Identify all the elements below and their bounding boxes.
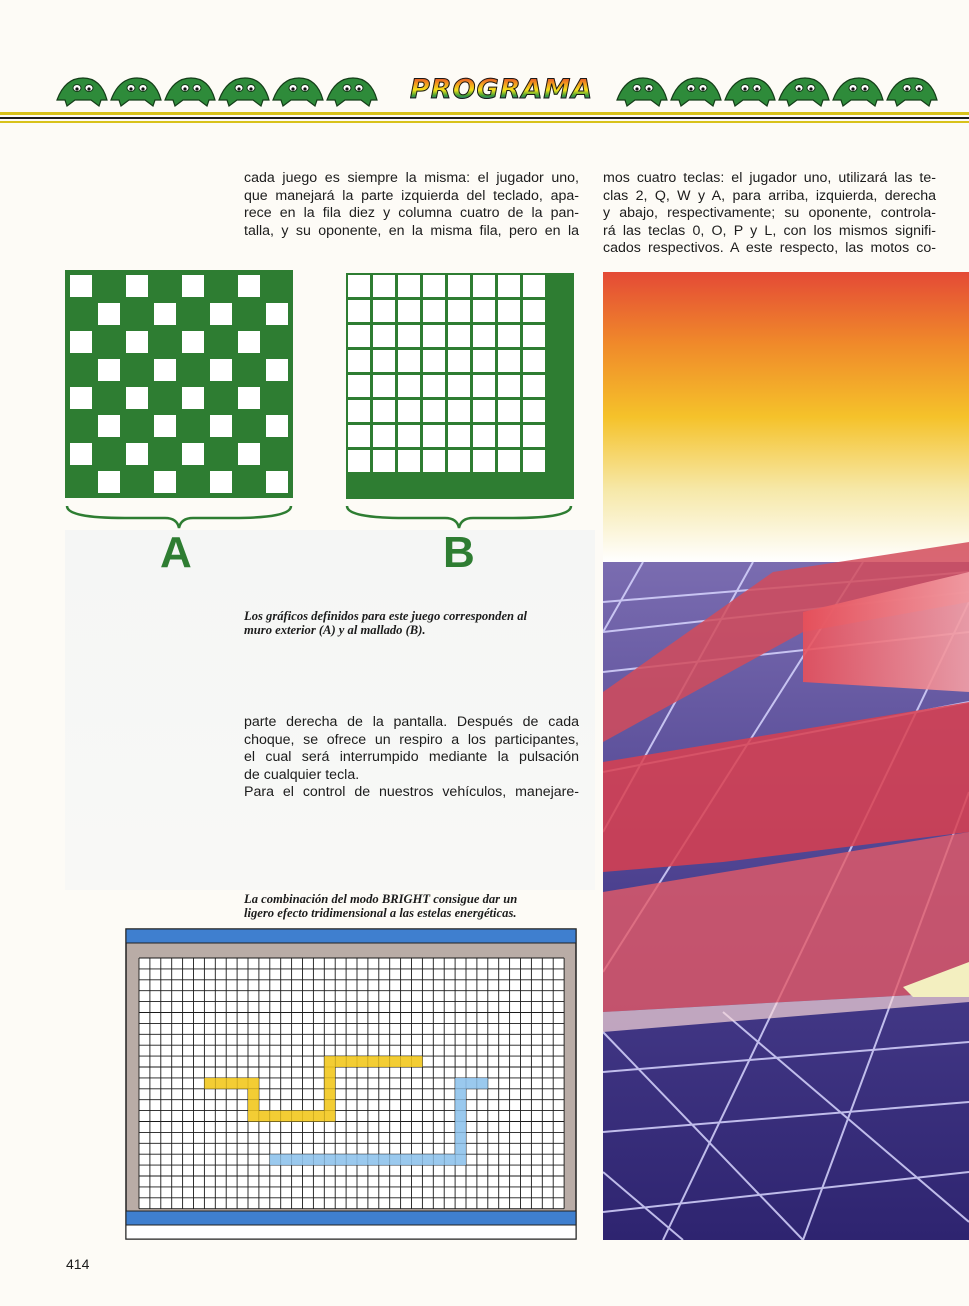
frog-icon xyxy=(671,78,721,106)
checker-cell xyxy=(98,415,120,437)
checker-cell xyxy=(266,415,288,437)
mesh-cell xyxy=(473,450,495,472)
checker-cell xyxy=(182,387,204,409)
checker-cell xyxy=(182,331,204,353)
mesh-cell xyxy=(423,350,445,372)
checker-cell xyxy=(154,303,176,325)
mesh-cell xyxy=(473,275,495,297)
checker-cell xyxy=(70,443,92,465)
mesh-cell xyxy=(423,275,445,297)
figure-b-label: B xyxy=(443,528,475,577)
figure-screen-grid xyxy=(125,928,577,1240)
mesh-cell xyxy=(448,375,470,397)
caption-line: ligero efecto tridimensional a las estelas energéticas. xyxy=(244,906,517,920)
caption-line: muro exterior (A) y al mallado (B). xyxy=(244,623,426,637)
header-rule-middle xyxy=(0,117,969,119)
caption-line: Los gráficos definidos para este juego corresponden al xyxy=(244,609,528,623)
checker-cell xyxy=(238,331,260,353)
header-rule-top xyxy=(0,112,969,115)
mesh-cell xyxy=(498,450,520,472)
text-line: rá las teclas 0, O, P y L, con los mismos signifi- xyxy=(603,222,936,239)
frog-icon xyxy=(57,78,107,106)
text-line: Para el control de nuestros vehículos, manejare- xyxy=(244,784,579,800)
mesh-cell xyxy=(423,425,445,447)
mesh-cell xyxy=(423,325,445,347)
mesh-cell xyxy=(373,400,395,422)
mesh-cell xyxy=(523,425,545,447)
checker-cell xyxy=(238,443,260,465)
mesh-cell xyxy=(498,375,520,397)
mesh-cell xyxy=(423,375,445,397)
text-column-left-middle xyxy=(244,714,579,802)
frog-icon xyxy=(617,78,667,106)
mesh-cell xyxy=(473,400,495,422)
checker-cell xyxy=(210,359,232,381)
checker-cell xyxy=(70,387,92,409)
mesh-cell xyxy=(448,400,470,422)
figure-a-brace xyxy=(67,506,291,528)
checker-cell xyxy=(182,443,204,465)
caption-line: La combinación del modo BRIGHT consigue dar un xyxy=(244,892,518,906)
mesh-cell xyxy=(498,275,520,297)
text-line: cada juego es siempre la misma: el jugador uno, xyxy=(244,170,579,186)
text-line: choque, se ofrece un respiro a los participantes, xyxy=(244,731,579,748)
text-line: clas 2, Q, W y A, para arriba, izquierda, derecha xyxy=(603,187,936,204)
mesh-cell xyxy=(498,325,520,347)
grid-area xyxy=(139,958,564,1209)
page-number: 414 xyxy=(66,1256,90,1272)
text-line: talla, y su oponente, en la misma fila, pero en la xyxy=(244,222,579,239)
mesh-cell xyxy=(523,275,545,297)
frog-icon xyxy=(833,78,883,106)
mesh-cell xyxy=(498,350,520,372)
text-line: rece en la fila diez y columna cuatro de la pan- xyxy=(244,205,579,221)
frog-icon xyxy=(725,78,775,106)
mesh-cell xyxy=(498,300,520,322)
mesh-cell xyxy=(373,425,395,447)
figure-grid-caption xyxy=(244,892,584,920)
text-line: parte derecha de la pantalla. Después de cada xyxy=(244,714,579,730)
mesh-cell xyxy=(523,375,545,397)
mesh-cell xyxy=(448,300,470,322)
mesh-cell xyxy=(348,450,370,472)
frog-icon xyxy=(887,78,937,106)
mesh-cell xyxy=(523,450,545,472)
mesh-cell xyxy=(398,425,420,447)
grid-bottom-bar xyxy=(126,1211,576,1225)
checker-cell xyxy=(266,303,288,325)
mesh-cell xyxy=(523,300,545,322)
checker-cell xyxy=(98,359,120,381)
checker-cell xyxy=(238,275,260,297)
text-line: cados respectivos. A este respecto, las motos co- xyxy=(603,240,936,256)
background-showthrough xyxy=(65,530,595,890)
mesh-cell xyxy=(473,425,495,447)
mesh-cell xyxy=(398,325,420,347)
frog-icon xyxy=(165,78,215,106)
mesh-cell xyxy=(448,450,470,472)
mesh-cell xyxy=(448,350,470,372)
checker-cell xyxy=(266,471,288,493)
mesh-cell xyxy=(373,300,395,322)
checker-cell xyxy=(126,443,148,465)
text-line: y abajo, respectivamente; su oponente, controla- xyxy=(603,205,936,221)
figure-a-label: A xyxy=(160,528,192,577)
mesh-cell xyxy=(398,450,420,472)
mesh-cell xyxy=(348,275,370,297)
text-line: que manejará la parte izquierda del teclado, apa- xyxy=(244,187,579,204)
mesh-cell xyxy=(348,350,370,372)
frog-row-right xyxy=(615,72,945,112)
mesh-cell xyxy=(448,275,470,297)
grid-top-bar xyxy=(126,929,576,943)
frog-icon xyxy=(219,78,269,106)
checker-cell xyxy=(70,275,92,297)
frog-icon xyxy=(779,78,829,106)
section-title: PROGRAMA xyxy=(410,74,594,105)
checker-cell xyxy=(126,387,148,409)
frog-icon xyxy=(327,78,377,106)
mesh-cell xyxy=(498,400,520,422)
mesh-cell xyxy=(398,275,420,297)
mesh-cell xyxy=(348,400,370,422)
mesh-cell xyxy=(448,325,470,347)
mesh-cell xyxy=(448,425,470,447)
mesh-cell xyxy=(373,450,395,472)
checker-cell xyxy=(154,359,176,381)
text-line: mos cuatro teclas: el jugador uno, utilizará las te- xyxy=(603,170,936,186)
mesh-cell xyxy=(398,400,420,422)
checker-cell xyxy=(98,471,120,493)
mesh-cell xyxy=(423,300,445,322)
text-line: de cualquier tecla. xyxy=(244,766,360,783)
frog-row-left xyxy=(55,72,385,112)
text-column-right-top xyxy=(603,170,936,258)
text-column-left-top xyxy=(244,170,579,240)
mesh-cell xyxy=(398,350,420,372)
mesh-cell xyxy=(348,425,370,447)
mesh-cell xyxy=(423,450,445,472)
mesh-cell xyxy=(398,375,420,397)
checker-cell xyxy=(266,359,288,381)
checker-cell xyxy=(126,275,148,297)
mesh-cell xyxy=(473,375,495,397)
mesh-cell xyxy=(523,350,545,372)
mesh-cell xyxy=(373,350,395,372)
figure-b-brace xyxy=(347,506,571,528)
mesh-cell xyxy=(473,350,495,372)
mesh-cell xyxy=(473,300,495,322)
checker-cell xyxy=(238,387,260,409)
mesh-cell xyxy=(473,325,495,347)
checker-cell xyxy=(98,303,120,325)
figure-ab-caption xyxy=(244,609,584,637)
mesh-cell xyxy=(373,375,395,397)
tron-illustration xyxy=(603,272,969,1240)
mesh-cell xyxy=(373,275,395,297)
checker-cell xyxy=(210,415,232,437)
mesh-cell xyxy=(398,300,420,322)
mesh-cell xyxy=(348,375,370,397)
mesh-cell xyxy=(373,325,395,347)
checker-cell xyxy=(154,471,176,493)
text-line: el cual será interrumpido mediante la pulsación xyxy=(244,749,579,765)
checker-cell xyxy=(210,303,232,325)
mesh-cell xyxy=(523,325,545,347)
mesh-cell xyxy=(523,400,545,422)
checker-cell xyxy=(154,415,176,437)
header-rule-bottom xyxy=(0,121,969,123)
mesh-cell xyxy=(348,300,370,322)
frog-icon xyxy=(111,78,161,106)
figure-a-checkerboard xyxy=(65,270,295,530)
checker-cell xyxy=(70,331,92,353)
mesh-cell xyxy=(423,400,445,422)
figure-b-mesh xyxy=(343,270,575,530)
checker-cell xyxy=(182,275,204,297)
checker-cell xyxy=(210,471,232,493)
frog-icon xyxy=(273,78,323,106)
mesh-cell xyxy=(498,425,520,447)
mesh-cell xyxy=(348,325,370,347)
checker-cell xyxy=(126,331,148,353)
